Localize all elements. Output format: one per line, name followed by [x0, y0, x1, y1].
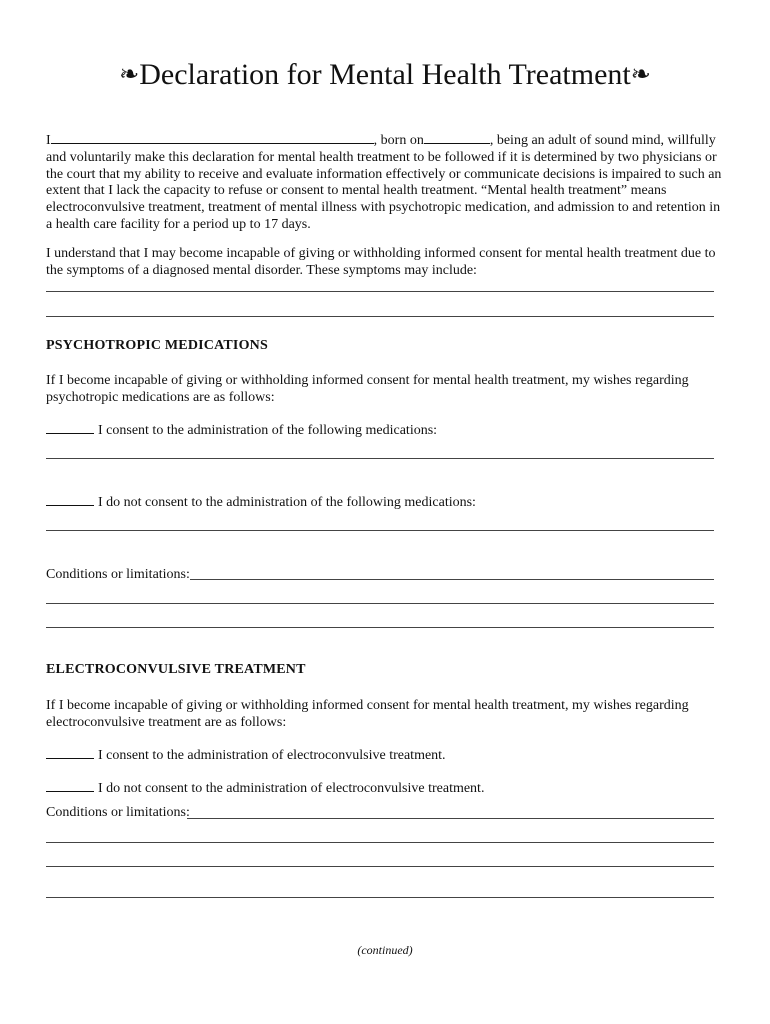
- born-on-label: , born on: [373, 133, 424, 148]
- ect-no-consent-label: I do not consent to the administration of electroconvulsive treatment.: [98, 781, 485, 796]
- title-text: Declaration for Mental Health Treatment: [139, 58, 631, 91]
- birth-date-blank[interactable]: [424, 131, 490, 144]
- continued-note: (continued): [357, 943, 413, 957]
- ect-conditions-line-2[interactable]: [46, 842, 714, 843]
- ect-consent-row: [46, 746, 446, 765]
- fleuron-icon: ❧: [630, 62, 651, 88]
- intro-prefix: I: [46, 133, 51, 148]
- symptoms-line-1[interactable]: [46, 291, 714, 292]
- psychotropic-intro: If I become incapable of giving or withholding informed consent for mental health treatment, my wishes regarding psychotropic medications are as follows:: [46, 373, 689, 405]
- ect-no-consent-blank[interactable]: [46, 779, 94, 792]
- ect-conditions-label: Conditions or limitations:: [46, 805, 190, 820]
- name-blank[interactable]: [51, 131, 374, 144]
- ect-consent-label: I consent to the administration of electroconvulsive treatment.: [98, 748, 446, 763]
- psychotropic-no-consent-row: [46, 493, 476, 512]
- fleuron-icon: ❧: [119, 62, 140, 88]
- symptoms-paragraph: I understand that I may become incapable of giving or withholding informed consent for mental health treatment due to the symptoms of a diagnosed mental disorder. These symptoms may include:: [46, 246, 716, 278]
- intro-body: and voluntarily make this declaration for mental health treatment to be followed if it is determined by two physicians or the court that my ability to receive and evaluate information effectively or communicate decisions is impaired to such an extent that I lack the capacity to refuse or consent to mental health treatment. “Mental health treatment” means electroconvulsive treatment, treatment of mental illness with psychotropic medication, and admission to and retention in a health care facility for a period up to 17 days.: [46, 149, 722, 232]
- intro-paragraph: [46, 131, 726, 234]
- ect-consent-blank[interactable]: [46, 746, 94, 759]
- symptoms-line-2[interactable]: [46, 316, 714, 317]
- ect-no-consent-row: [46, 779, 484, 798]
- psychotropic-consent-label: I consent to the administration of the following medications:: [98, 423, 438, 438]
- page-title: [0, 56, 770, 94]
- ect-conditions-line-4[interactable]: [46, 897, 714, 898]
- ect-conditions-line-1[interactable]: [187, 818, 714, 819]
- intro-first-line-rest: , being an adult of sound mind, willfully: [489, 133, 716, 148]
- ect-conditions-line-3[interactable]: [46, 866, 714, 867]
- consented-medications-line[interactable]: [46, 458, 714, 459]
- psychotropic-conditions-label: Conditions or limitations:: [46, 567, 190, 582]
- psychotropic-consent-blank[interactable]: [46, 421, 94, 434]
- psychotropic-heading: PSYCHOTROPIC MEDICATIONS: [46, 338, 268, 353]
- ect-heading: ELECTROCONVULSIVE TREATMENT: [46, 662, 306, 677]
- psychotropic-no-consent-blank[interactable]: [46, 493, 94, 506]
- refused-medications-line[interactable]: [46, 530, 714, 531]
- psychotropic-no-consent-label: I do not consent to the administration of the following medications:: [98, 495, 476, 510]
- psychotropic-conditions-line-2[interactable]: [46, 603, 714, 604]
- intro-first-line: [46, 131, 726, 150]
- psychotropic-conditions-line-1[interactable]: [190, 579, 714, 580]
- psychotropic-consent-row: [46, 421, 437, 440]
- ect-intro: If I become incapable of giving or withholding informed consent for mental health treatment, my wishes regarding electroconvulsive treatment are as follows:: [46, 698, 689, 730]
- psychotropic-conditions-line-3[interactable]: [46, 627, 714, 628]
